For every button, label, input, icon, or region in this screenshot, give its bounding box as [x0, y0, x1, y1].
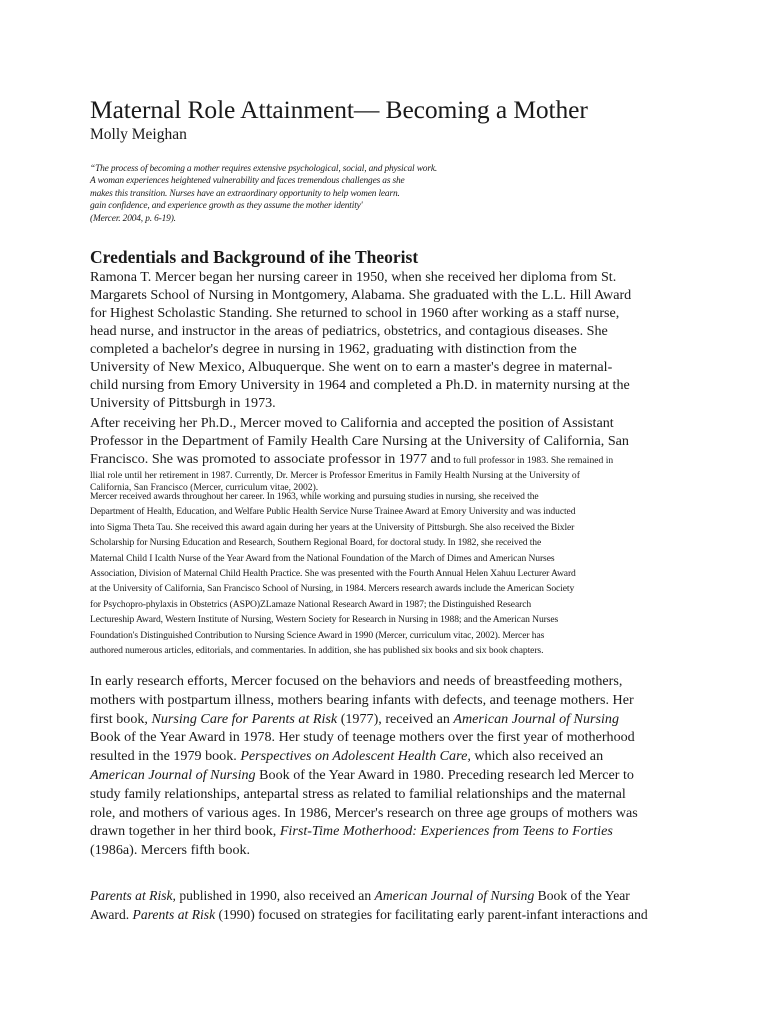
text-line-mixed — [90, 450, 629, 470]
text-span: resulted in the 1979 book. — [90, 748, 241, 765]
epigraph-citation: (Mercer. 2004, p. 6-19). — [90, 213, 176, 224]
paragraph-awards — [90, 489, 576, 658]
text-line: Department of Health, Education, and Welfare Public Health Service Nurse Trainee Award at Emory University and was inducted — [90, 506, 576, 518]
author-name: Molly Meighan — [90, 126, 187, 143]
text-line: mothers with postpartum illness, mothers bearing infants with defects, and teenage mothers. Her — [90, 691, 634, 708]
journal-title: American Journal of Nursing — [453, 710, 619, 727]
text-span: which also received an — [470, 748, 604, 765]
text-span: drawn together in her third book, — [90, 823, 280, 840]
epigraph-quote — [90, 163, 560, 225]
book-title: Perspectives on Adolescent Health Care, — [240, 748, 471, 765]
text-span: first book, — [90, 710, 152, 727]
text-line: Margarets School of Nursing in Montgomery, Alabama. She graduated with the L.L. Hill Award — [90, 287, 632, 303]
text-line: Ramona T. Mercer began her nursing career in 1950, when she received her diploma from St. — [90, 269, 617, 285]
text-span: (1977), received an — [337, 710, 454, 727]
document-title: Maternal Role Attainment— Becoming a Mother — [90, 95, 588, 124]
text-line: role, and mothers of various ages. In 1986, Mercer's research on three age groups of mothers was — [90, 804, 638, 821]
text-line: for Highest Scholastic Standing. She returned to school in 1960 after working as a staff nurse, — [90, 305, 620, 321]
text-line: Mercer received awards throughout her career. In 1963, while working and pursuing studies in nursing, she received the — [90, 491, 539, 502]
text-line: at the University of California, San Francisco School of Nursing, in 1984. Mercers research awards include the American Society — [90, 583, 575, 595]
text-line: Professor in the Department of Family Health Care Nursing at the University of California, San — [90, 433, 629, 449]
text-line: California, San Francisco (Mercer, curriculum vitae, 2002). — [90, 482, 319, 494]
text-line: University of Pittsburgh in 1973. — [90, 395, 276, 411]
text-line: Foundation's Distinguished Contribution to Nursing Science Award in 1990 (Mercer, curriculum vitac, 2002). Mercer has — [90, 629, 545, 641]
paragraph-research — [90, 672, 638, 860]
text-line: study family relationships, antepartal stress as related to familial relationships and the maternal — [90, 785, 626, 802]
text-line: child nursing from Emory University in 1964 and completed a Ph.D. in maternity nursing at the — [90, 377, 630, 393]
text-line: In early research efforts, Mercer focused on the behaviors and needs of breastfeeding mothers, — [90, 673, 623, 689]
book-title: Nursing Care for Parents at Risk — [151, 710, 338, 727]
epigraph-line: A woman experiences heightened vulnerability and faces tremendous challenges as she — [90, 176, 405, 187]
text-span: Award. — [90, 906, 133, 922]
text-span: (1990) focused on strategies for facilitating early parent-infant interactions and — [215, 906, 648, 922]
text-span: Francisco. She was promoted to associate professor in 1977 and — [90, 451, 451, 467]
text-line — [90, 906, 648, 925]
text-line: llial role until her retirement in 1987. Currently, Dr. Mercer is Professor Emeritus in Family Health Nursing at the University of — [90, 470, 580, 481]
text-line: Association, Division of Maternal Child Health Practice. She was presented with the Fourth Annual Helen Xahuu Lecturer Award — [90, 568, 576, 580]
text-line: Book of the Year Award in 1978. Her study of teenage mothers over the first year of motherhood — [90, 729, 635, 746]
paragraph-positions — [90, 414, 629, 495]
journal-title: American Journal of Nursing — [90, 766, 256, 783]
text-line: for Psychopro-phylaxis in Obstetrics (ASPO)ZLamaze National Research Award in 1987; the Distinguished Research — [90, 598, 532, 610]
text-span: Book of the Year — [534, 888, 630, 903]
text-line: Lectureship Award, Western Institute of Nursing, Western Society for Research in Nursing in 1988; and the American Nurses — [90, 614, 559, 626]
text-span: published in 1990, also received an — [175, 888, 375, 903]
paragraph-career — [90, 268, 631, 412]
journal-title: American Journal of Nursing — [374, 888, 535, 903]
text-line: completed a bachelor's degree in nursing in 1962, graduating with distinction from the — [90, 341, 577, 357]
text-line: into Sigma Theta Tau. She received this award again during her years at the University of Pittsburgh. She also received the Bixler — [90, 521, 575, 533]
text-line: Maternal Child I Icalth Nurse of the Year Award from the National Foundation of the March of Dimes and American Nurses — [90, 552, 555, 564]
text-line — [90, 710, 638, 729]
book-title: First-Time Motherhood: Experiences from Teens to Forties — [279, 823, 613, 840]
text-span-small: to full professor in 1983. She remained in — [450, 455, 614, 466]
text-line: University of New Mexico, Albuquerque. She went on to earn a master's degree in maternal- — [90, 359, 613, 375]
text-line: (1986a). Mercers fifth book. — [90, 842, 251, 859]
paragraph-parents-at-risk — [90, 887, 648, 925]
text-line — [90, 747, 638, 766]
text-line: Scholarship for Nursing Education and Research, Southern Regional Board, for doctoral study. In 1982, she received the — [90, 537, 542, 549]
book-title: Parents at Risk, — [90, 888, 176, 903]
text-line: After receiving her Ph.D., Mercer moved to California and accepted the position of Assistant — [90, 415, 614, 431]
text-line — [90, 766, 638, 785]
epigraph-line: “The process of becoming a mother requires extensive psychological, social, and physical work. — [90, 164, 438, 174]
epigraph-line: gain confidence, and experience growth as they assume the mother identity' — [90, 201, 363, 212]
text-line: head nurse, and instructor in the areas of pediatrics, obstetrics, and contagious diseases. She — [90, 323, 608, 339]
text-line — [90, 822, 638, 841]
text-line: authored numerous articles, editorials, and commentaries. In addition, she has published six books and six book chapters. — [90, 645, 544, 657]
section-heading: Credentials and Background of ihe Theorist — [90, 247, 419, 267]
book-title: Parents at Risk — [132, 906, 216, 922]
text-span: Book of the Year Award in 1980. Preceding research led Mercer to — [255, 766, 634, 783]
text-line — [90, 887, 648, 906]
epigraph-line: makes this transition. Nurses have an extraordinary opportunity to help women learn. — [90, 188, 400, 199]
